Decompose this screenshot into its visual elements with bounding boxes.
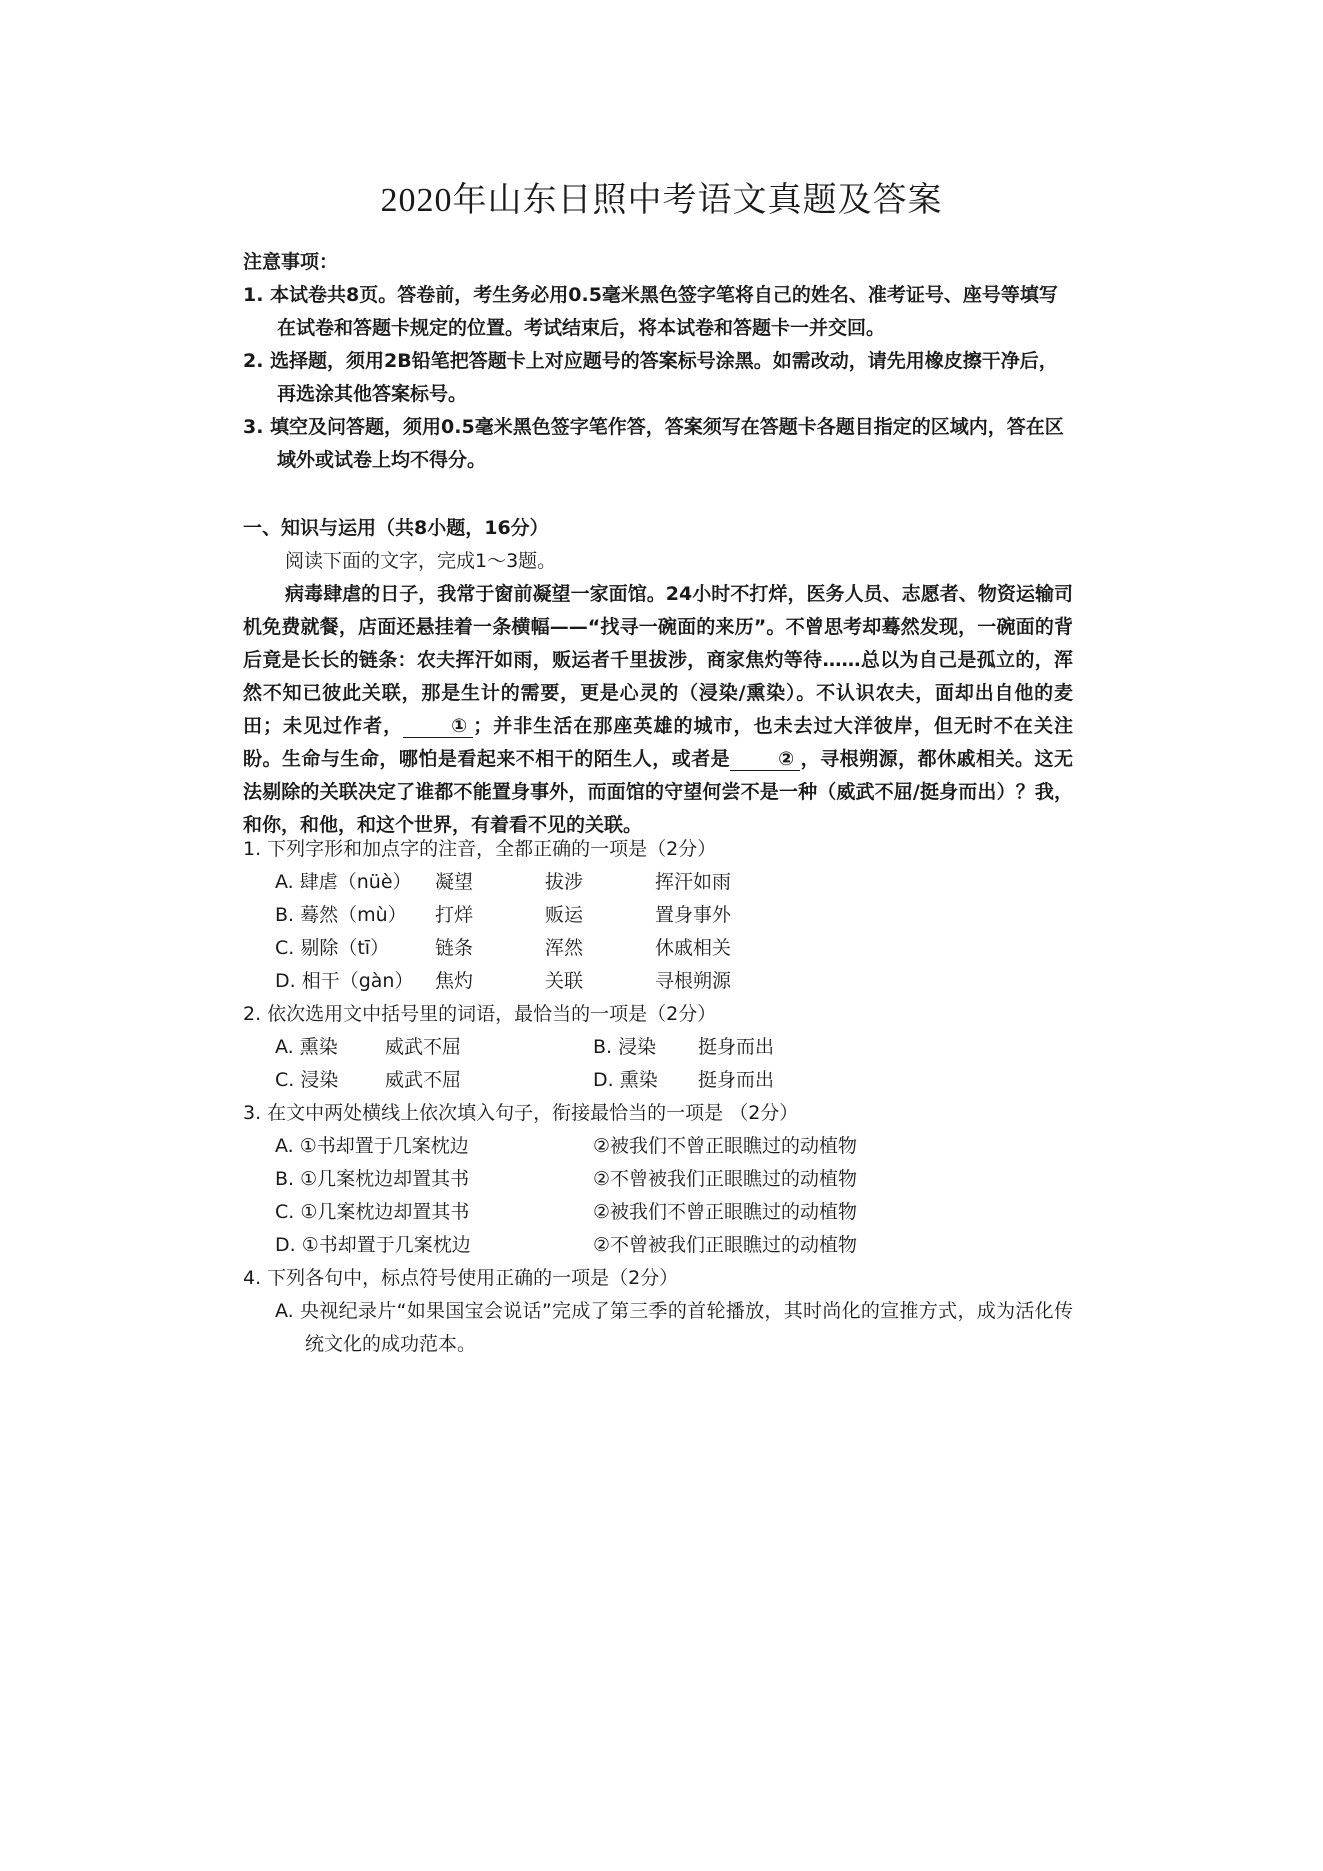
- option-cell: 威武不屈: [385, 1036, 462, 1058]
- section-title: 一、知识与运用（共8小题，16分）: [243, 517, 549, 539]
- option-cell: 寻根朔源: [655, 970, 732, 992]
- option-row: [243, 866, 1073, 899]
- option-row: [243, 1163, 1073, 1196]
- notice-item: 1. 本试卷共8页。答卷前，考生务必用0.5毫米黑色签字笔将自己的姓名、准考证号、座号等填写在试卷和答题卡规定的位置。考试结束后，将本试卷和答题卡一并交回。: [243, 284, 1058, 339]
- option-row: [243, 1064, 1073, 1097]
- option-cell: B. 浸染: [593, 1036, 657, 1058]
- option-cell: C. 剔除（tī）: [275, 937, 390, 959]
- option-row: [243, 932, 1073, 965]
- blank-1: ①: [403, 715, 473, 738]
- option-cell: A. ①书却置于几案枕边: [275, 1135, 469, 1157]
- option-cell: 浑然: [545, 937, 584, 959]
- question-stem: 1. 下列字形和加点字的注音，全都正确的一项是（2分）: [243, 838, 717, 860]
- question-4: [243, 1262, 1073, 1361]
- question-3: [243, 1097, 1073, 1262]
- option-cell: C. 浸染: [275, 1069, 339, 1091]
- option-row: [243, 1130, 1073, 1163]
- questions-block: [243, 833, 1073, 1361]
- option-cell: 链条: [435, 937, 474, 959]
- option-cell: 挺身而出: [698, 1069, 775, 1091]
- option-cell: 打烊: [435, 904, 474, 926]
- question-stem: 4. 下列各句中，标点符号使用正确的一项是（2分）: [243, 1267, 679, 1289]
- option-cell: ②不曾被我们正眼瞧过的动植物: [593, 1234, 858, 1256]
- option-cell: ②被我们不曾正眼瞧过的动植物: [593, 1135, 858, 1157]
- option-cell: C. ①几案枕边却置其书: [275, 1201, 470, 1223]
- option-cell: A. 肆虐（nüè）: [275, 871, 412, 893]
- option-cell: 贩运: [545, 904, 584, 926]
- reading-passage: [243, 578, 1073, 842]
- option-cell: ②被我们不曾正眼瞧过的动植物: [593, 1201, 858, 1223]
- reading-instruction: 阅读下面的文字，完成1～3题。: [285, 550, 557, 572]
- page-title: 2020年山东日照中考语文真题及答案: [380, 182, 943, 219]
- passage-text: ；并非生活在那座英雄的城市，也未去过大洋彼岸，但无时不在关注盼。生命与生命，哪怕是看起来不相干的陌生人，或者是: [243, 715, 1073, 770]
- option-cell: 威武不屈: [385, 1069, 462, 1091]
- blank-2: ②: [730, 748, 800, 771]
- option-row: [243, 1229, 1073, 1262]
- option-cell: 置身事外: [655, 904, 732, 926]
- notice-item: 3. 填空及问答题，须用0.5毫米黑色签字笔作答，答案须写在答题卡各题目指定的区域内，答在区域外或试卷上均不得分。: [243, 416, 1064, 471]
- notice-item: 2. 选择题，须用2B铅笔把答题卡上对应题号的答案标号涂黑。如需改动，请先用橡皮擦干净后，再选涂其他答案标号。: [243, 350, 1058, 405]
- question-stem: 3. 在文中两处横线上依次填入句子，衔接最恰当的一项是 （2分）: [243, 1102, 799, 1124]
- option-cell: D. 熏染: [593, 1069, 658, 1091]
- option-cell: 挥汗如雨: [655, 871, 732, 893]
- option-a: A. 央视纪录片“如果国宝会说话”完成了第三季的首轮播放，其时尚化的宣推方式，成为活化传统文化的成功范本。: [275, 1300, 1073, 1355]
- option-cell: D. ①书却置于几案枕边: [275, 1234, 471, 1256]
- option-row: [243, 1031, 1073, 1064]
- question-stem: 2. 依次选用文中括号里的词语，最恰当的一项是（2分）: [243, 1003, 717, 1025]
- option-row: [243, 965, 1073, 998]
- option-cell: ②不曾被我们正眼瞧过的动植物: [593, 1168, 858, 1190]
- option-cell: B. 蓦然（mù）: [275, 904, 407, 926]
- option-cell: A. 熏染: [275, 1036, 338, 1058]
- option-cell: 凝望: [435, 871, 474, 893]
- question-2: [243, 998, 1073, 1097]
- notice-block: [243, 246, 1073, 477]
- section-knowledge: [243, 512, 1073, 842]
- option-cell: 焦灼: [435, 970, 474, 992]
- option-cell: 关联: [545, 970, 584, 992]
- option-row: [243, 899, 1073, 932]
- notice-heading: 注意事项：: [243, 251, 339, 273]
- passage-text: ，寻根朔源，都休戚相关。这无法剔除的关联决定了谁都不能置身事外，而面馆的守望何尝不是一种（威武不屈/挺身而出）？我，和你，和他，和这个世界，有着看不见的关联。: [243, 748, 1073, 836]
- option-row: [243, 1196, 1073, 1229]
- option-cell: D. 相干（gàn）: [275, 970, 414, 992]
- option-cell: 休戚相关: [655, 937, 732, 959]
- option-cell: 拔涉: [545, 871, 584, 893]
- question-1: [243, 833, 1073, 998]
- option-cell: B. ①几案枕边却置其书: [275, 1168, 470, 1190]
- passage-text: 病毒肆虐的日子，我常于窗前凝望一家面馆。24小时不打烊，医务人员、志愿者、物资运输司机免费就餐，店面还悬挂着一条横幅——“找寻一碗面的来历”。不曾思考却蓦然发现，一碗面的背后竟是长长的链条：农夫挥汗如雨，贩运者千里拔涉，商家焦灼等待……总以为自己是孤立的，浑然不知已彼此关联，那是生计的需要，更是心灵的（浸染/熏染）。不认识农夫，面却出自他的麦田；未见过作者，: [243, 583, 1073, 737]
- option-cell: 挺身而出: [698, 1036, 775, 1058]
